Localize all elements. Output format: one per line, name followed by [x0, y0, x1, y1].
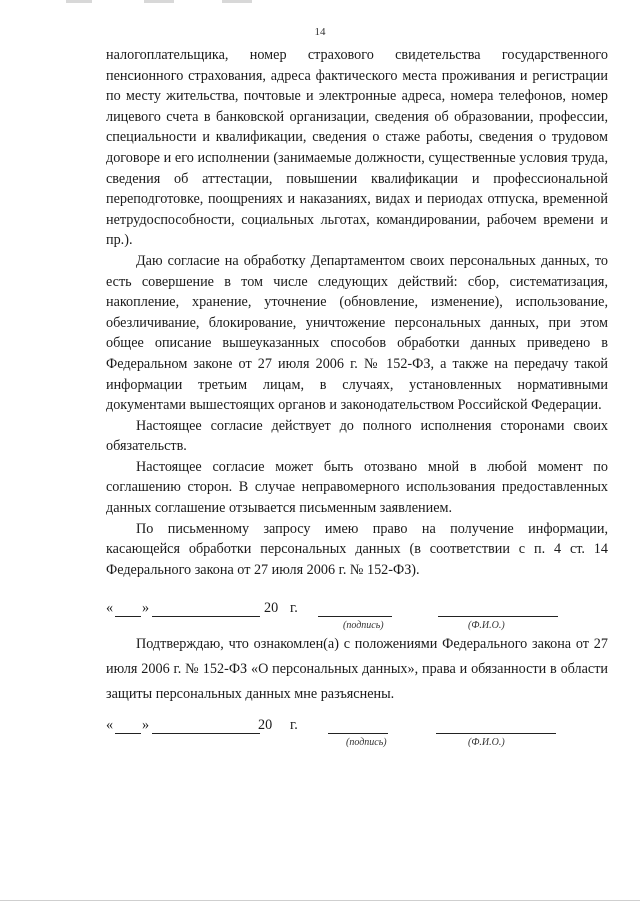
scan-bottom-edge — [0, 900, 640, 901]
year-prefix: 20 — [258, 717, 273, 733]
paragraph-personal-data-list: налогоплательщика, номер страхового свидетельства государственного пенсионного страхования, адреса фактического места проживания и регистрации по месту жительства, почтовые и электронные адреса, номера телефонов, номер лицевого счета в банковской организации, сведения об образовании, профессии, специальности и квалификации, сведения о стаже работы, сведения о трудовом договоре и его исполнении (занимаемые должности, существенные условия труда, сведения об аттестации, повышении квалификации и профессиональной переподготовке, поощрениях и наказаниях, видах и периодах отпуска, временной нетрудоспособности, социальных льготах, командировании, рабочем времени и пр.). — [106, 47, 608, 249]
day-close-quote: » — [142, 717, 150, 733]
confirmation-text — [106, 632, 608, 707]
paragraph-processing-consent: Даю согласие на обработку Департаментом своих персональных данных, то есть совершение в том числе следующих действий: сбор, систематизация, накопление, хранение, уточнение (обновление, изменение), использование, обезличивание, блокирование, уничтожение персональных данных, при этом общее описание вышеуказанных способов обработки данных приведено в Федеральном законе от 27 июля 2006 г. № 152-ФЗ, а также на передачу такой информации третьим лицам, в случаях, установленных нормативными документами вышестоящих органов и законодательством Российской Федерации. — [106, 252, 608, 414]
signature-caption: (подпись) — [343, 620, 384, 631]
year-suffix: г. — [290, 717, 298, 733]
month-blank — [152, 602, 260, 617]
paragraph-validity: Настоящее согласие действует до полного исполнения сторонами своих обязательств. — [106, 417, 608, 455]
day-blank — [115, 602, 141, 617]
day-blank — [115, 719, 141, 734]
page-number: 14 — [314, 26, 326, 38]
name-blank — [436, 719, 556, 734]
day-open-quote: « — [106, 717, 114, 733]
scan-artifact-mark — [66, 0, 92, 3]
confirmation-paragraph: Подтверждаю, что ознакомлен(а) с положениями Федерального закона от 27 июля 2006 г. № 152-ФЗ «О персональных данных», права и обязанности в области защиты персональных данных мне разъяснены. — [106, 636, 608, 702]
signature-caption: (подпись) — [346, 737, 387, 748]
year-suffix: г. — [290, 600, 298, 616]
consent-body — [106, 45, 608, 580]
month-blank — [152, 719, 260, 734]
scan-artifact-mark — [222, 0, 252, 3]
scan-artifact-mark — [144, 0, 174, 3]
day-open-quote: « — [106, 600, 114, 616]
name-caption: (Ф.И.О.) — [468, 737, 505, 748]
year-prefix: 20 — [264, 600, 279, 616]
paragraph-revocation: Настоящее согласие может быть отозвано мной в любой момент по соглашению сторон. В случае неправомерного использования предоставленных данных соглашение отзывается письменным заявлением. — [106, 458, 608, 517]
paragraph-information-request: По письменному запросу имею право на получение информации, касающейся обработки персональных данных (в соответствии с п. 4 ст. 14 Федерального закона от 27 июля 2006 г. № 152-ФЗ). — [106, 520, 608, 578]
name-blank — [438, 602, 558, 617]
signature-blank — [328, 719, 388, 734]
signature-blank — [318, 602, 392, 617]
name-caption: (Ф.И.О.) — [468, 620, 505, 631]
day-close-quote: » — [142, 600, 150, 616]
